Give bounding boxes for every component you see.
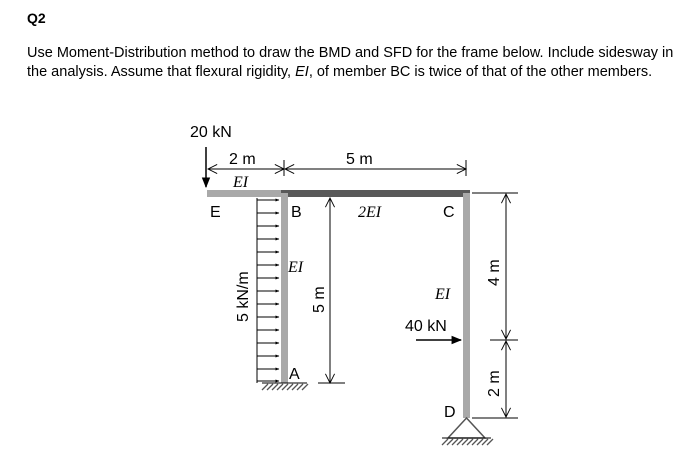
dim-bc-label: 5 m	[346, 151, 373, 168]
question-number: Q2	[27, 10, 46, 26]
ei-cd-label: EI	[435, 286, 451, 303]
ei-overhang-label: EI	[233, 174, 249, 191]
udl-load	[257, 198, 279, 383]
point-load-20kn-label: 20 kN	[190, 124, 232, 141]
dim-cd-upper-label: 4 m	[486, 259, 503, 286]
member-ab	[281, 193, 288, 383]
question-text-part1: Use Moment-Distribution method to draw the BMD and SFD for the frame below. Include sidesway in the analysis. Assume that flexural rigidity,	[27, 45, 674, 80]
member-eb	[207, 190, 286, 197]
node-c-label: C	[443, 204, 455, 221]
ei-ab-label: EI	[288, 259, 304, 276]
node-e-label: E	[210, 204, 221, 221]
member-cd	[463, 193, 470, 418]
udl-label: 5 kN/m	[235, 271, 252, 322]
ei-bc-label: 2EI	[358, 204, 382, 221]
question-text-ei: EI	[295, 64, 309, 80]
fixed-support-a	[262, 383, 308, 390]
dim-ab-label: 5 m	[311, 286, 328, 313]
node-a-label: A	[289, 366, 300, 383]
member-bc	[281, 190, 470, 197]
node-d-label: D	[444, 404, 456, 421]
pin-support-d	[442, 418, 493, 445]
node-b-label: B	[291, 204, 302, 221]
point-load-40kn-label: 40 kN	[405, 318, 447, 335]
question-text-part2: , of member BC is twice of that of the other members.	[308, 64, 653, 80]
dim-cd-lower-label: 2 m	[486, 370, 503, 397]
dim-overhang-label: 2 m	[229, 151, 256, 168]
